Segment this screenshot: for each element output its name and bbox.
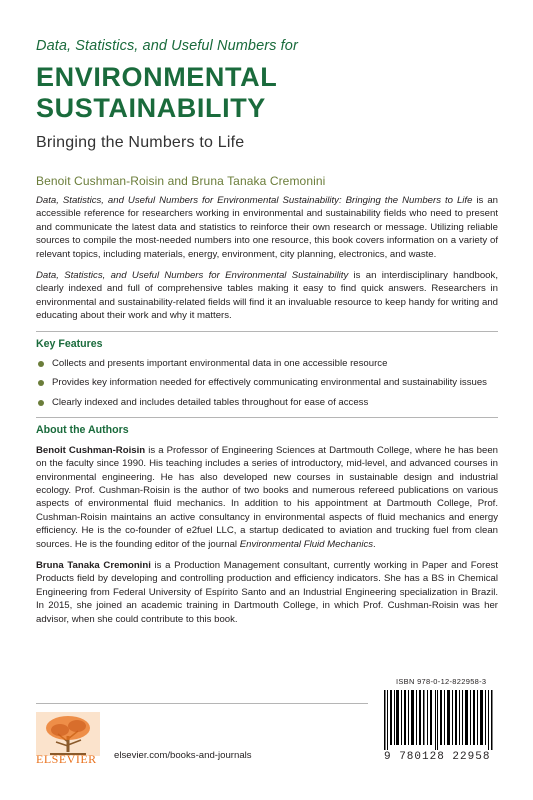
key-feature-text: Clearly indexed and includes detailed tables throughout for ease of access	[52, 396, 369, 408]
section-divider	[36, 331, 498, 332]
key-feature-text: Provides key information needed for effectively communicating environmental and sustainability issues	[52, 377, 487, 389]
bullet-icon	[38, 361, 44, 367]
author-2-text: is a Production Management consultant, currently working in Paper and Forest Products field by developing and controlling production and efficiency indicators. She has a BS in Chemical Engineering from Federal University of Espírito Santo and an Industrial Engineering specialization in Brazil. In 2015, she joined an academic training in Dartmouth College, in which Prof. Cushman-Roisin was her advisor, when she could contribute to this book.	[36, 559, 498, 625]
description-paragraph-2	[36, 269, 498, 323]
about-authors-heading: About the Authors	[36, 424, 129, 437]
description-2-title: Data, Statistics, and Useful Numbers for Environmental Sustainability	[36, 270, 349, 282]
key-features-list	[36, 357, 498, 409]
bullet-icon	[38, 400, 44, 406]
author-1-bio	[36, 444, 498, 551]
author-line: Benoit Cushman-Roisin and Bruna Tanaka Cremonini	[36, 174, 326, 188]
author-1-text: is a Professor of Engineering Sciences at Dartmouth College, where he has been on the faculty since 1990. His teaching includes a series of introductory, mid-level, and advanced courses in environmental engineering. He has also developed new courses in sustainable design and industrial ecology. Prof. Cushman-Roisin is the author of two books and numerous refereed publications on various aspects of environmental fluid mechanics. In addition to his appointment at Dartmouth College, Prof. Cushman-Roisin maintains an active consultancy in environmental aspects of fluid mechanics and energy efficiency. He is the co-founder of e2fuel LLC, a startup dedicated to aviation and trucking fuel from clean sources. He is the founding editor of the journal	[36, 444, 498, 550]
key-features-heading: Key Features	[36, 337, 103, 350]
description-1-text: is an accessible reference for researchers working in environmental and sustainability fields who need to present and communicate the latest data and statistics to reinforce their own research or message. Utilizing reliable sources to compile the most-needed numbers into one resource, this book covers information on a variety of relevant topics, including materials, energy, environment, city planning, electronics, and waste.	[36, 195, 498, 260]
key-feature-item	[36, 357, 498, 370]
blurb	[36, 194, 498, 634]
isbn-digits: 9 780128 22958	[384, 751, 491, 763]
key-feature-text: Collects and presents important environmental data in one accessible resource	[52, 358, 388, 370]
description-2-text: is an interdisciplinary handbook, clearly indexed and full of comprehensive tables making it easy to find quick answers. Researchers in environmental and sustainability-related fields will find it an invaluable resource to keep handy for writing and educating about their work and why it matters.	[36, 270, 498, 322]
key-feature-item	[36, 396, 498, 409]
section-divider	[36, 417, 498, 418]
publisher-name: ELSEVIER	[36, 752, 97, 766]
title-line-1: ENVIRONMENTAL	[36, 62, 278, 92]
title-line-2: SUSTAINABILITY	[36, 93, 266, 123]
isbn-label: ISBN 978-0-12-822958-3	[396, 677, 487, 686]
author-2-bio	[36, 559, 498, 626]
bullet-icon	[38, 380, 44, 386]
book-subtitle: Bringing the Numbers to Life	[36, 134, 245, 151]
author-2-name: Bruna Tanaka Cremonini	[36, 559, 151, 571]
author-1-journal: Environmental Fluid Mechanics	[239, 538, 374, 550]
description-1-title: Data, Statistics, and Useful Numbers for Environmental Sustainability: Bringing the Numbers to Life	[36, 195, 473, 206]
footer-divider	[36, 703, 368, 704]
barcode-icon	[380, 688, 500, 750]
author-1-name: Benoit Cushman-Roisin	[36, 444, 146, 456]
description-paragraph-1	[36, 194, 498, 261]
series-title: Data, Statistics, and Useful Numbers for	[36, 38, 298, 54]
publisher-url[interactable]: elsevier.com/books-and-journals	[114, 750, 252, 761]
author-1-end: .	[373, 538, 376, 550]
book-title	[36, 62, 277, 124]
key-feature-item	[36, 376, 498, 389]
